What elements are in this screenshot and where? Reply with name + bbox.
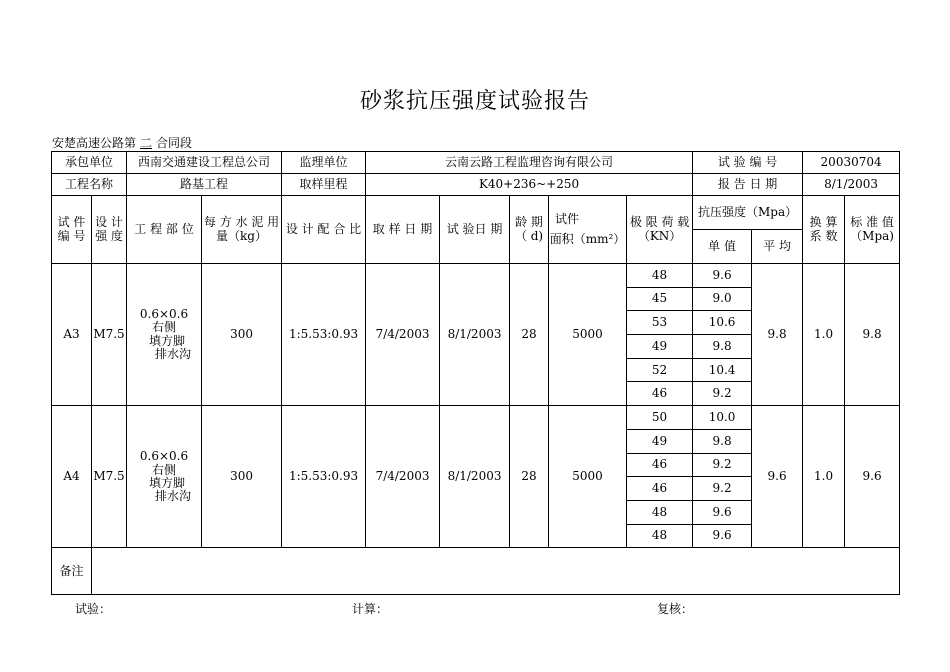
ultimate-load: 48 — [627, 500, 693, 524]
ultimate-load: 49 — [627, 429, 693, 453]
test-number-value: 20030704 — [803, 152, 900, 174]
average-strength: 9.6 — [752, 406, 803, 548]
section-prefix: 安楚高速公路第 — [52, 136, 137, 150]
cement-amount: 300 — [202, 264, 282, 406]
project-part — [127, 406, 202, 548]
single-strength: 10.6 — [693, 311, 752, 335]
contractor-value: 西南交通建设工程总公司 — [127, 152, 282, 174]
mix-ratio: 1:5.53:0.93 — [282, 264, 366, 406]
design-grade: M7.5 — [92, 406, 127, 548]
part-line: 0.6×0.6 — [139, 307, 189, 322]
design-grade: M7.5 — [92, 264, 127, 406]
header-single: 单 值 — [693, 230, 752, 264]
header-specimen-no: 试 件 编 号 — [52, 196, 92, 264]
conversion-factor: 1.0 — [803, 264, 845, 406]
single-strength: 10.0 — [693, 406, 752, 430]
sample-location-label: 取样里程 — [282, 174, 366, 196]
info-row-1 — [52, 152, 900, 174]
ultimate-load: 50 — [627, 406, 693, 430]
remarks-label: 备注 — [52, 548, 92, 595]
header-test-date: 试 验日 期 — [440, 196, 510, 264]
ultimate-load: 45 — [627, 287, 693, 311]
standard-strength: 9.6 — [845, 406, 900, 548]
test-number-label: 试 验 编 号 — [693, 152, 803, 174]
report-date-value: 8/1/2003 — [803, 174, 900, 196]
ultimate-load: 53 — [627, 311, 693, 335]
specimen-area: 5000 — [549, 406, 627, 548]
ultimate-load: 48 — [627, 264, 693, 288]
mix-ratio: 1:5.53:0.93 — [282, 406, 366, 548]
single-strength: 9.2 — [693, 382, 752, 406]
header-standard: 标 准 值（Mpa) — [845, 196, 900, 264]
part-line: 排水沟 — [155, 488, 192, 503]
supervisor-label: 监理单位 — [282, 152, 366, 174]
remarks-row — [52, 548, 900, 595]
project-label: 工程名称 — [52, 174, 127, 196]
part-line: 填方脚 — [149, 475, 186, 490]
single-strength: 9.6 — [693, 500, 752, 524]
header-age: 龄 期（ d) — [510, 196, 549, 264]
contractor-label: 承包单位 — [52, 152, 127, 174]
calculator-signature: 计算： — [352, 602, 389, 616]
single-strength: 9.8 — [693, 429, 752, 453]
single-strength: 10.4 — [693, 358, 752, 382]
part-line: 右侧 — [152, 320, 177, 335]
project-value: 路基工程 — [127, 174, 282, 196]
ultimate-load: 48 — [627, 524, 693, 548]
header-mix-ratio: 设 计 配 合 比 — [282, 196, 366, 264]
header-factor: 换 算 系 数 — [803, 196, 845, 264]
ultimate-load: 46 — [627, 382, 693, 406]
single-strength: 9.6 — [693, 524, 752, 548]
info-row-2 — [52, 174, 900, 196]
average-strength: 9.8 — [752, 264, 803, 406]
remarks-value — [92, 548, 900, 595]
test-date: 8/1/2003 — [440, 264, 510, 406]
single-strength: 9.0 — [693, 287, 752, 311]
cement-amount: 300 — [202, 406, 282, 548]
specimen-id: A4 — [52, 406, 92, 548]
sample-date: 7/4/2003 — [366, 264, 440, 406]
ultimate-load: 49 — [627, 335, 693, 359]
header-area-top: 试件 — [555, 212, 580, 227]
contract-section-line — [52, 134, 192, 151]
part-line: 0.6×0.6 — [139, 449, 189, 464]
header-cement: 每 方 水 泥 用 量（kg） — [202, 196, 282, 264]
report-table — [51, 151, 900, 595]
single-strength: 9.2 — [693, 453, 752, 477]
conversion-factor: 1.0 — [803, 406, 845, 548]
section-suffix: 合同段 — [156, 136, 193, 150]
sample-location-value: K40+236~+250 — [366, 174, 693, 196]
specimen-id: A3 — [52, 264, 92, 406]
report-date-label: 报 告 日 期 — [693, 174, 803, 196]
header-design-strength: 设 计 强 度 — [92, 196, 127, 264]
table-row — [52, 264, 900, 288]
ultimate-load: 52 — [627, 358, 693, 382]
single-strength: 9.8 — [693, 335, 752, 359]
header-strength: 抗压强度（Mpa） — [693, 196, 803, 230]
tester-signature: 试验： — [75, 602, 112, 616]
age-days: 28 — [510, 264, 549, 406]
reviewer-signature: 复核： — [657, 602, 694, 616]
section-number: 二 — [140, 136, 153, 150]
part-line: 填方脚 — [149, 333, 186, 348]
single-strength: 9.2 — [693, 477, 752, 501]
table-row — [52, 406, 900, 430]
part-line: 右侧 — [152, 462, 177, 477]
part-line: 排水沟 — [155, 346, 192, 361]
ultimate-load: 46 — [627, 477, 693, 501]
header-area — [549, 196, 627, 264]
header-part: 工 程 部 位 — [127, 196, 202, 264]
header-row-1 — [52, 196, 900, 230]
report-title: 砂浆抗压强度试验报告 — [359, 89, 590, 114]
ultimate-load: 46 — [627, 453, 693, 477]
age-days: 28 — [510, 406, 549, 548]
specimen-area: 5000 — [549, 264, 627, 406]
supervisor-value: 云南云路工程监理咨询有限公司 — [366, 152, 693, 174]
project-part — [127, 264, 202, 406]
header-load: 极 限 荷 载（KN） — [627, 196, 693, 264]
sample-date: 7/4/2003 — [366, 406, 440, 548]
header-sample-date: 取 样 日 期 — [366, 196, 440, 264]
header-average: 平 均 — [752, 230, 803, 264]
header-area-bottom: 面积（mm²） — [549, 231, 626, 246]
single-strength: 9.6 — [693, 264, 752, 288]
standard-strength: 9.8 — [845, 264, 900, 406]
test-date: 8/1/2003 — [440, 406, 510, 548]
